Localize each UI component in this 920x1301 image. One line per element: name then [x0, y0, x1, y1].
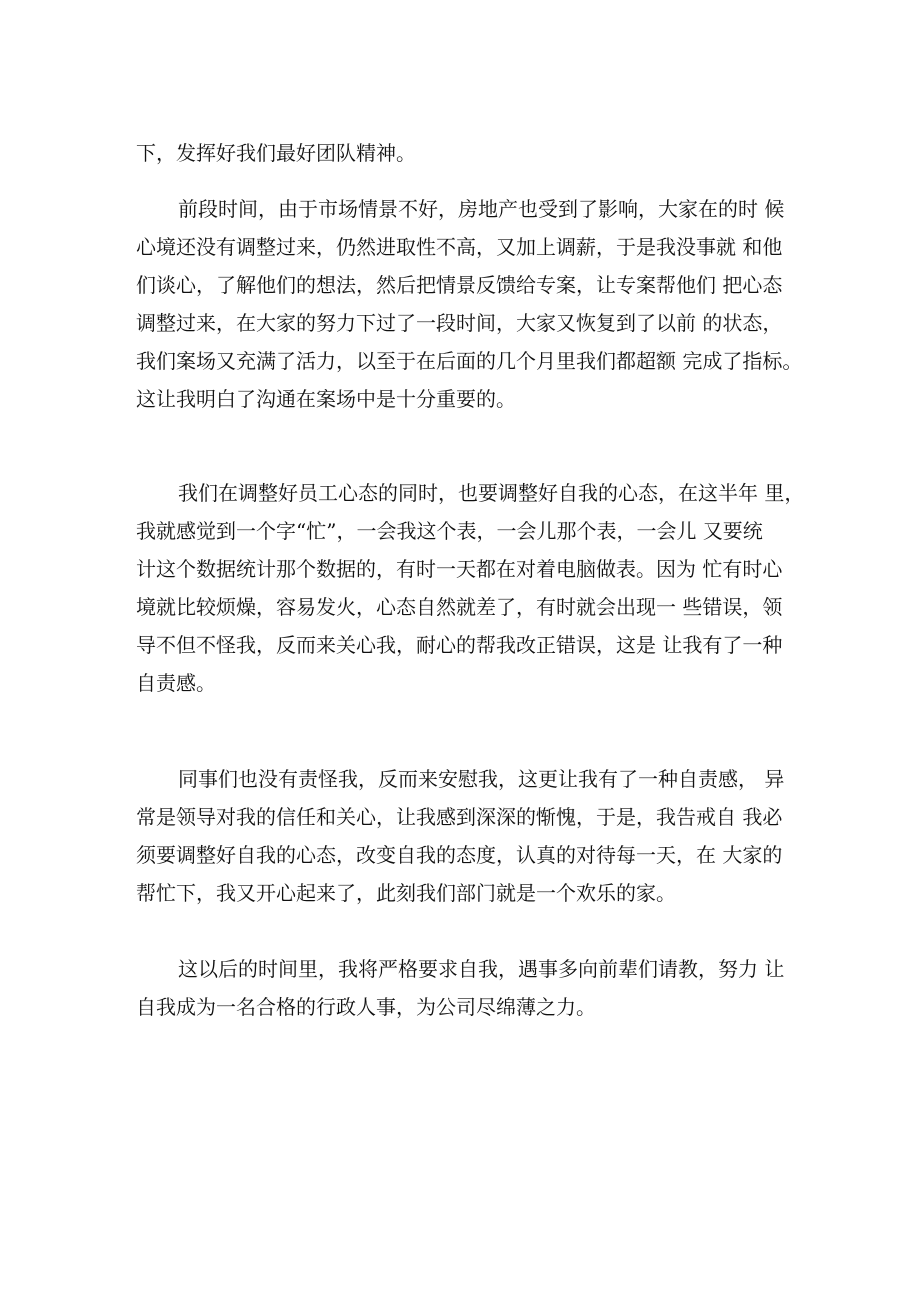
paragraph-line: 导不但不怪我，反而来关心我，耐心的帮我改正错误，这是 让我有了一种 [136, 633, 783, 657]
paragraph-5 [136, 950, 816, 1026]
paragraph-4 [136, 760, 816, 912]
paragraph-line: 常是领导对我的信任和关心，让我感到深深的惭愧，于是，我告戒自 我必 [136, 805, 783, 829]
paragraph-line: 下，发挥好我们最好团队精神。 [136, 141, 416, 165]
paragraph-line: 我就感觉到一个字“忙”，一会我这个表，一会儿那个表，一会儿 又要统 [136, 519, 763, 543]
paragraph-line: 这让我明白了沟通在案场中是十分重要的。 [136, 387, 516, 411]
paragraph-3 [136, 474, 816, 702]
paragraph-line: 自我成为一名合格的行政人事，为公司尽绵薄之力。 [136, 995, 596, 1019]
paragraph-2 [136, 190, 816, 418]
paragraph-line: 们谈心，了解他们的想法，然后把情景反馈给专案，让专案帮他们 把心态 [136, 273, 783, 297]
paragraph-line: 自责感。 [136, 671, 216, 695]
paragraph-line: 计这个数据统计那个数据的，有时一天都在对着电脑做表。因为 忙有时心 [136, 557, 783, 581]
paragraph-line: 我们在调整好员工心态的同时，也要调整好自我的心态，在这半年 里， [178, 481, 805, 505]
paragraph-line: 调整过来，在大家的努力下过了一段时间，大家又恢复到了以前 的状态， [136, 311, 783, 335]
paragraph-line: 我们案场又充满了活力，以至于在后面的几个月里我们都超额 完成了指标。 [136, 349, 803, 373]
paragraph-line: 境就比较烦燥，容易发火，心态自然就差了，有时就会出现一 些错误，领 [136, 595, 783, 619]
paragraph-line: 帮忙下，我又开心起来了，此刻我们部门就是一个欢乐的家。 [136, 881, 676, 905]
paragraph-line: 须要调整好自我的心态，改变自我的态度，认真的对待每一天，在 大家的 [136, 843, 783, 867]
paragraph-line: 前段时间，由于市场情景不好，房地产也受到了影响，大家在的时 候 [178, 197, 785, 221]
paragraph-line: 同事们也没有责怪我，反而来安慰我，这更让我有了一种自责感， 异 [178, 767, 785, 791]
paragraph-line: 这以后的时间里，我将严格要求自我，遇事多向前辈们请教，努力 让 [178, 957, 785, 981]
paragraph-1 [136, 134, 816, 172]
paragraph-line: 心境还没有调整过来，仍然进取性不高，又加上调薪，于是我没事就 和他 [136, 235, 783, 259]
